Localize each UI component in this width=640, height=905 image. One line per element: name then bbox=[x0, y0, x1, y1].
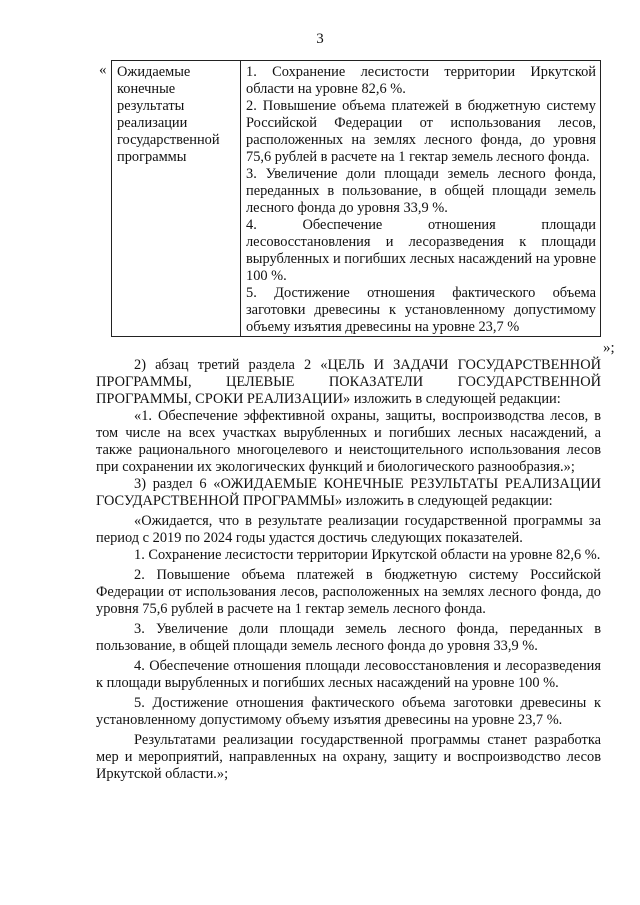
document-body bbox=[96, 357, 601, 783]
result-item-2: 2. Повышение объема платежей в бюджетную систему Российской Федерации от использования лесов, расположенных на землях лесного фонда, до уровня 75,6 рублей в расчете на 1 гектар земель лесного фонда. bbox=[246, 98, 596, 165]
paragraph-goal-text: «1. Обеспечение эффективной охраны, защиты, воспроизводства лесов, в том числе на всех участках вырубленных и погибших лесных насаждений, а также рационального многоцелевого и неистощительного использования лесов при сохранении их экологических функций и биологического разнообразия.»; bbox=[96, 408, 601, 475]
page-number: 3 bbox=[316, 31, 324, 47]
table-row bbox=[112, 61, 601, 337]
paragraph-conclusion: Результатами реализации государственной программы станет разработка мер и мероприятий, направленных на охрану, защиту и воспроизводство лесов Иркутской области.»; bbox=[96, 732, 601, 782]
table-open-quote: « bbox=[99, 62, 107, 78]
result-item-5: 5. Достижение отношения фактического объема заготовки древесины к установленному допустимому объему изъятия древесины на уровне 23,7 % bbox=[246, 285, 596, 335]
table-close-quote: »; bbox=[603, 340, 615, 356]
paragraph-expected-intro: «Ожидается, что в результате реализации государственной программы за период с 2019 по 2024 годы удастся достичь следующих показателей. bbox=[96, 513, 601, 546]
expected-results-table bbox=[111, 60, 601, 337]
result-item-3: 3. Увеличение доли площади земель лесного фонда, переданных в пользование, в общей площади земель лесного фонда до уровня 33,9 %. bbox=[246, 166, 596, 216]
result-item-4: 4. Обеспечение отношения площади лесовосстановления и лесоразведения к площади вырубленных и погибших лесных насаждений на уровне 100 %. bbox=[246, 217, 596, 284]
label-line: конечные bbox=[117, 81, 176, 97]
table-content-cell bbox=[241, 61, 601, 337]
result-item-1: 1. Сохранение лесистости территории Иркутской области на уровне 82,6 %. bbox=[246, 64, 596, 97]
label-line: результаты bbox=[117, 98, 185, 114]
label-line: реализации bbox=[117, 115, 188, 131]
paragraph-result-2: 2. Повышение объема платежей в бюджетную систему Российской Федерации от использования лесов, расположенных на землях лесного фонда, до уровня 75,6 рублей в расчете на 1 гектар земель лесного фонда. bbox=[96, 567, 601, 617]
paragraph-result-4: 4. Обеспечение отношения площади лесовосстановления и лесоразведения к площади вырубленных и погибших лесных насаждений на уровне 100 %. bbox=[96, 658, 601, 691]
label-line: государственной bbox=[117, 132, 220, 148]
paragraph-amendment-2: 2) абзац третий раздела 2 «ЦЕЛЬ И ЗАДАЧИ ГОСУДАРСТВЕННОЙ ПРОГРАММЫ, ЦЕЛЕВЫЕ ПОКАЗАТЕЛИ ГОСУДАРСТВЕННОЙ ПРОГРАММЫ, СРОКИ РЕАЛИЗАЦИИ» изложить в следующей редакции: bbox=[96, 357, 601, 407]
table-label-cell bbox=[112, 61, 241, 337]
paragraph-result-5: 5. Достижение отношения фактического объема заготовки древесины к установленному допустимому объему изъятия древесины на уровне 23,7 %. bbox=[96, 695, 601, 728]
label-line: программы bbox=[117, 149, 187, 165]
paragraph-result-3: 3. Увеличение доли площади земель лесного фонда, переданных в пользование, в общей площади земель лесного фонда до уровня 33,9 %. bbox=[96, 621, 601, 654]
paragraph-result-1: 1. Сохранение лесистости территории Иркутской области на уровне 82,6 %. bbox=[134, 547, 601, 563]
paragraph-amendment-3: 3) раздел 6 «ОЖИДАЕМЫЕ КОНЕЧНЫЕ РЕЗУЛЬТАТЫ РЕАЛИЗАЦИИ ГОСУДАРСТВЕННОЙ ПРОГРАММЫ» изложить в следующей редакции: bbox=[96, 476, 601, 509]
label-line: Ожидаемые bbox=[117, 64, 191, 80]
